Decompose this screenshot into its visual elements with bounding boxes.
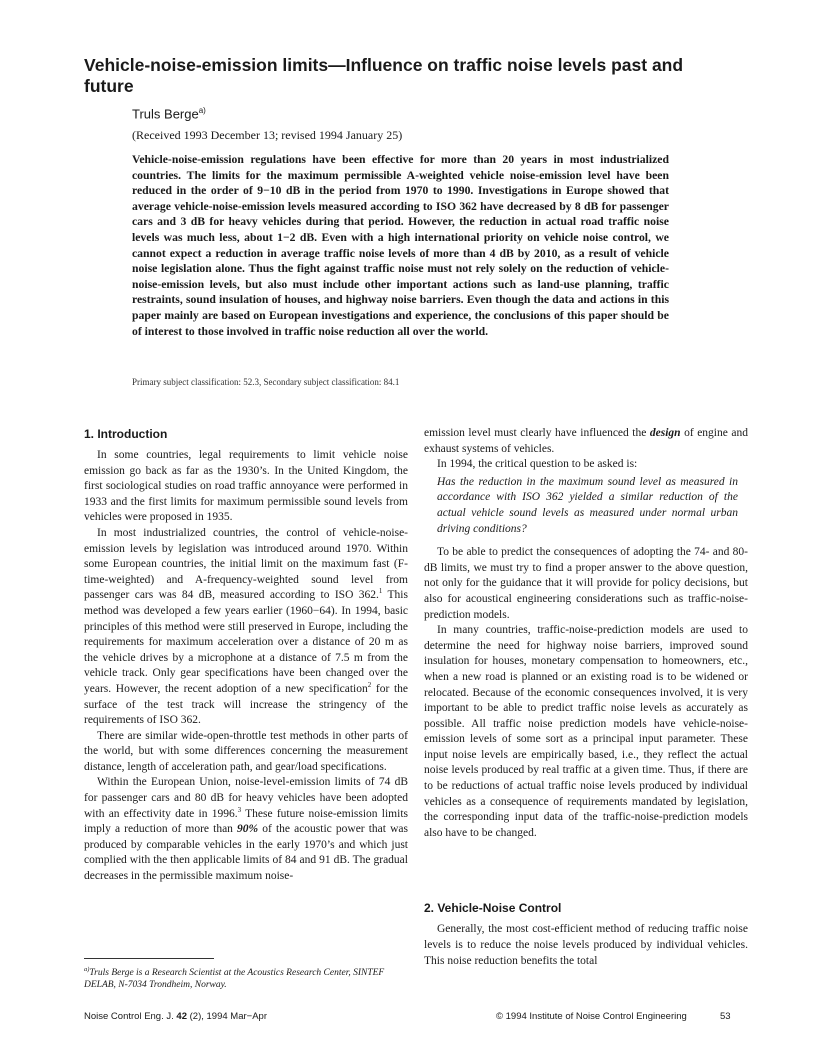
intro-paragraph-4-text-a: Within the European Union, noise-level-emission limits of 74 dB for passenger cars and 80 dB for heavy vehicles have been adopted with an effectivity date in 1996. [84,776,408,820]
right-column [424,426,748,969]
intro-paragraph-3: There are similar wide-open-throttle test methods in other parts of the world, but with some differences concerning the measurement distance, length of acceleration path, and gear/load specifications. [84,729,408,773]
footnote-text: Truls Berge is a Research Scientist at the Acoustics Research Center, SINTEF DELAB, N-7034 Trondheim, Norway. [84,968,385,991]
page-number: 53 [720,1011,731,1022]
subject-classification: Primary subject classification: 52.3, Secondary subject classification: 84.1 [132,377,400,387]
reference-1: 1 [378,587,383,596]
author-line [132,106,206,121]
author-footnote-marker: a) [198,106,206,115]
received-dates: (Received 1993 December 13; revised 1994 January 25) [132,128,403,142]
critical-question-quote: Has the reduction in the maximum sound level as measured in accordance with ISO 362 yielded a similar reduction of the actual vehicle sound levels as measured under normal urban driving conditions? [437,475,738,535]
continued-text-b: of engine and exhaust systems of vehicles. [424,427,748,455]
footnote-divider [84,958,214,959]
paper-title: Vehicle-noise-emission limits—Influence on traffic noise levels past and future [84,55,684,96]
intro-paragraph-7: In many countries, traffic-noise-prediction models are used to determine the need for highway noise barriers, improved sound insulation for houses, monetary compensation to homeowners, etc., when a new road is planned or an existing road is to be widened or relocated. Because of the economic consequences involved, it is very important to be able to predict traffic noise levels as accurately as possible. All traffic noise prediction models have vehicle-noise-emission levels of some sort as a principal input parameter. These input noise levels are empirically based, i.e., they reflect the actual noise levels produced by real traffic at a given time. Thus, if there are to be reductions of actual traffic noise levels produced by individual vehicles as a consequence of requirements mandated by legislation, the corresponding input data of the traffic-noise-prediction models also have to be changed. [424,624,748,839]
emphasis-90-percent: 90% [237,823,259,836]
author-name: Truls Berge [132,106,199,122]
journal-volume: 42 [176,1011,187,1022]
abstract: Vehicle-noise-emission regulations have been effective for more than 20 years in most industrialized countries. The limits for the maximum permissible A-weighted vehicle noise-emission level have been reduced in the order of 9−10 dB in the period from 1970 to 1990. Investigations in Europe showed that average vehicle-noise-emission levels measured according to ISO 362 have decreased by 8 dB for passenger cars and 3 dB for heavy vehicles during that period. However, the reduction in actual road traffic noise levels was much less, about 1−2 dB. Even with a high international priority on vehicle noise control, we cannot expect a reduction in average traffic noise levels of more than 4 dB by 2010, as a result of vehicle noise legislation alone. Thus the fight against traffic noise must not rely solely on the reduction of vehicle-noise-emission levels, but also must include other important actions such as land-use planning, traffic restraints, sound insulation of houses, and highway noise barriers. Even though the data and actions in this paper mainly are based on European investigations and experience, the conclusions of this paper should be of interest to those involved in traffic noise reduction all over the world. [132,153,669,338]
intro-paragraph-4-continued [424,426,748,457]
reference-2: 2 [367,681,372,690]
journal-citation [84,1011,267,1022]
reference-3: 3 [237,805,242,814]
intro-paragraph-5: In 1994, the critical question to be asked is: [437,458,638,471]
author-footnote [84,964,414,991]
journal-issue: (2), 1994 Mar−Apr [186,1011,267,1022]
control-paragraph-1: Generally, the most cost-efficient method of reducing traffic noise levels is to reduce the noise levels produced by individual vehicles. This noise reduction benefits the total [424,923,748,967]
intro-paragraph-4 [84,775,408,884]
copyright-notice: © 1994 Institute of Noise Control Engineering [496,1011,687,1022]
intro-paragraph-4-text-c: of the acoustic power that was produced by comparable vehicles in the early 1970’s and which just complied with the then applicable limits of 84 and 91 dB. The gradual decreases in the permissible maximum noise- [84,823,408,883]
journal-name: Noise Control Eng. J. [84,1011,177,1022]
intro-paragraph-6: To be able to predict the consequences of adopting the 74- and 80-dB limits, we must try to find a proper answer to the above question, not only for the guidance that it will provide for policy decisions, but also for acoustical engineering considerations such as traffic-noise-prediction models. [424,546,748,621]
footnote-marker: a) [84,966,90,973]
intro-paragraph-1: In some countries, legal requirements to limit vehicle noise emission go back as far as the 1930’s. In the United Kingdom, the first sociological studies on road traffic annoyance were performed in 1933 and the first limits for maximum permissible sound levels from vehicles were proposed in 1935. [84,449,408,524]
section-heading-introduction: 1. Introduction [84,427,168,441]
intro-paragraph-2 [84,526,408,729]
section-heading-vehicle-noise-control: 2. Vehicle-Noise Control [424,901,562,916]
continued-text-a: emission level must clearly have influenced the [424,427,650,439]
left-column [84,427,408,885]
intro-paragraph-2-text-c: for the surface of the test track will increase the stringency of the requirements of ISO 362. [84,682,408,727]
emphasis-design: design [649,427,681,439]
intro-paragraph-2-text-b: This method was developed a few years earlier (1960−64). In 1994, basic principles of this method were still preserved in Europe, including the requirements for maximum acceleration over a distance of 20 m as the vehicle drives by a microphone at a distance of 7.5 m from the vehicle track. Only gear specifications have been changed over the years. However, the recent adoption of a new specification [84,589,408,695]
intro-paragraph-4-text-b: These future noise-emission limits imply a reduction of more than [84,807,408,836]
intro-paragraph-2-text-a: In most industrialized countries, the control of vehicle-noise-emission levels by legislation was introduced around 1970. Within some European countries, the initial limit on the maximum fast (F-time-weighted) and A-frequency-weighted sound level from passenger cars was 84 dB, measured according to ISO 362. [84,526,408,602]
